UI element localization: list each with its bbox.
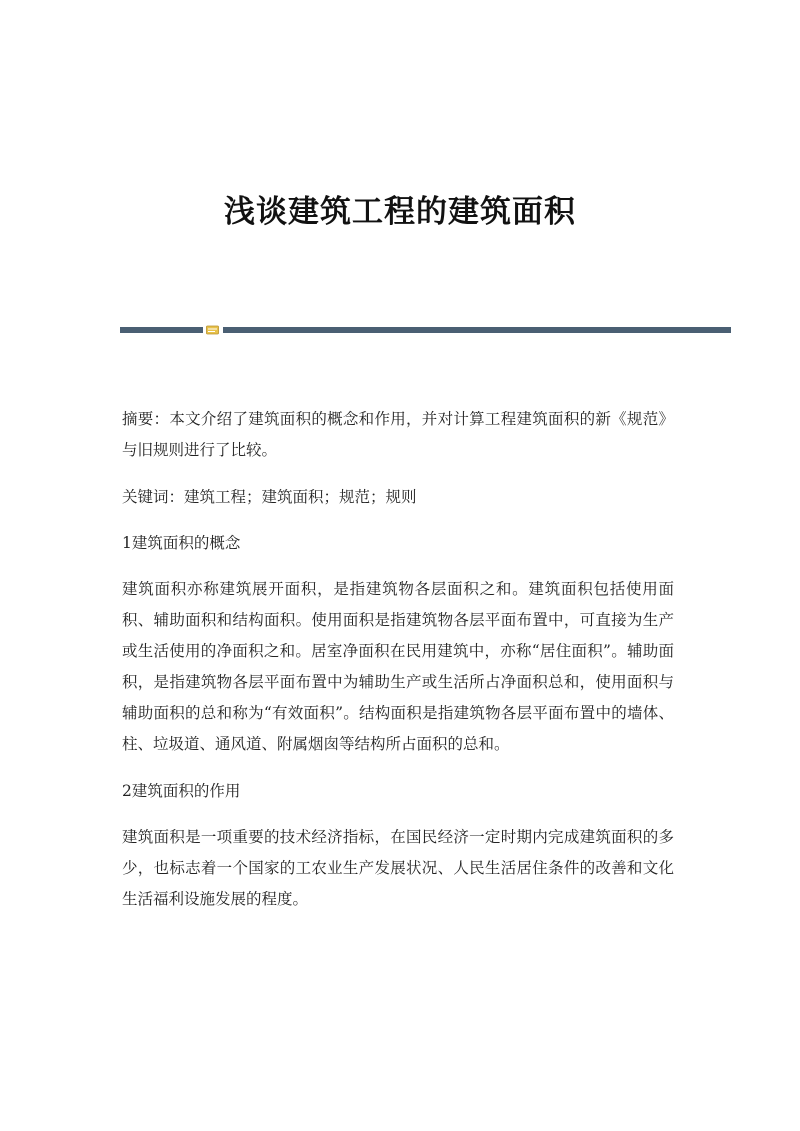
section-heading: 1建筑面积的概念	[122, 534, 241, 552]
title-divider	[120, 325, 731, 335]
divider-bar-left	[120, 327, 203, 333]
document-body	[122, 404, 674, 931]
section-body: 建筑面积是一项重要的技术经济指标，在国民经济一定时期内完成建筑面积的多少，也标志着一个国家的工农业生产发展状况、人民生活居住条件的改善和文化生活福利设施发展的程度。	[122, 828, 674, 908]
divider-bar-right	[223, 327, 731, 333]
pencil-icon	[206, 325, 219, 335]
section-heading: 2建筑面积的作用	[122, 782, 241, 800]
keywords: 关键词：建筑工程；建筑面积；规范；规则	[122, 488, 417, 506]
abstract: 摘要：本文介绍了建筑面积的概念和作用，并对计算工程建筑面积的新《规范》与旧规则进行了比较。	[122, 410, 674, 459]
page-title: 浅谈建筑工程的建筑面积	[224, 194, 576, 230]
section-body: 建筑面积亦称建筑展开面积，是指建筑物各层面积之和。建筑面积包括使用面积、辅助面积和结构面积。使用面积是指建筑物各层平面布置中，可直接为生产或生活使用的净面积之和。居室净面积在民用建筑中，亦称“居住面积”。辅助面积，是指建筑物各层平面布置中为辅助生产或生活所占净面积总和，使用面积与辅助面积的总和称为“有效面积”。结构面积是指建筑物各层平面布置中的墙体、柱、垃圾道、通风道、附属烟囱等结构所占面积的总和。	[122, 580, 674, 753]
